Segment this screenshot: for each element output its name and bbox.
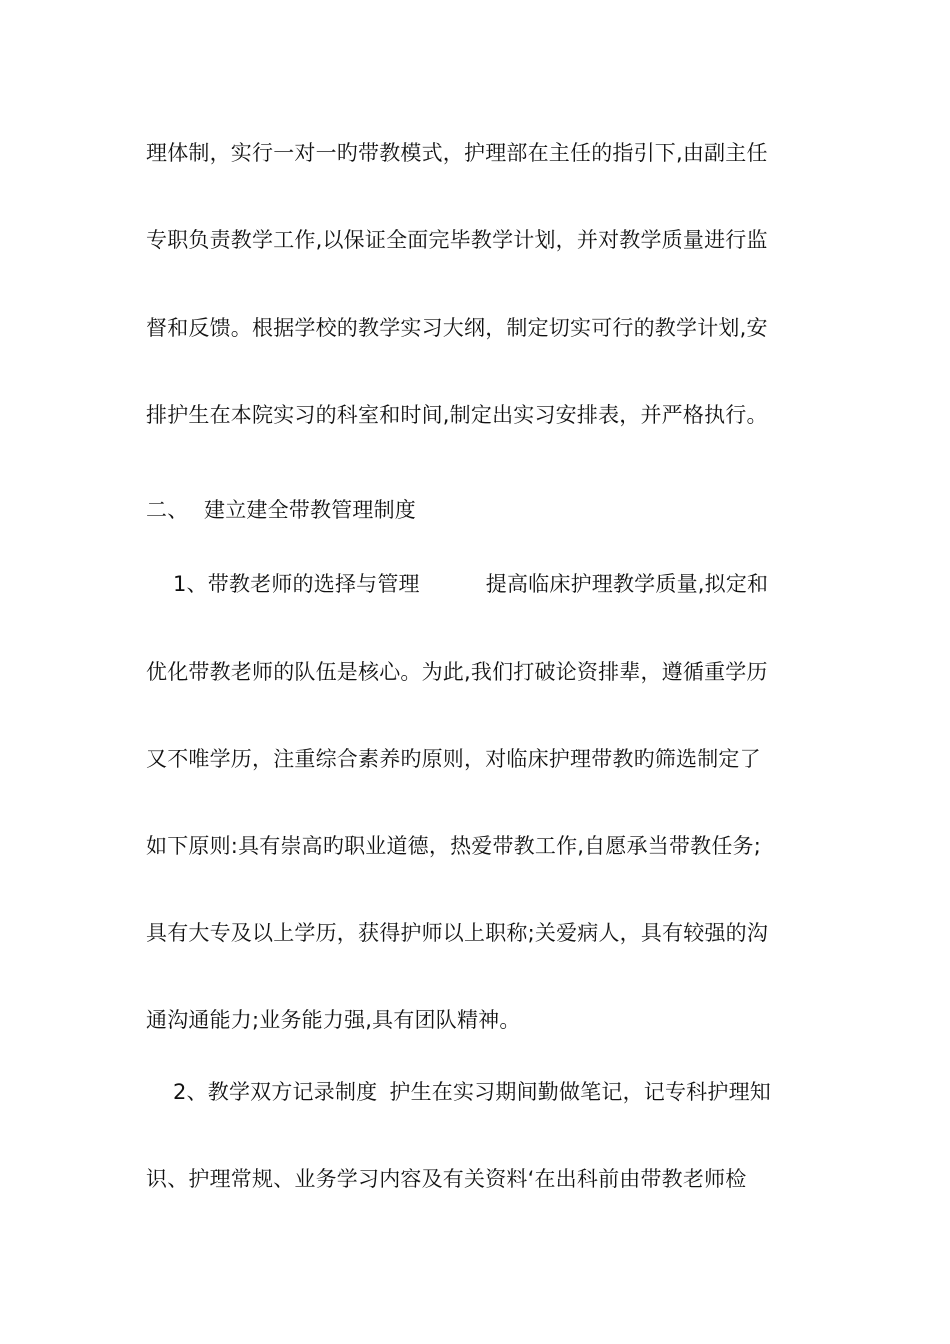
item-2-lead: 护生在实习期间勤做笔记，记专科护理知 xyxy=(389,1080,771,1104)
item-1-heading-line xyxy=(173,569,843,599)
paragraph-line: 识、护理常规、业务学习内容及有关资料‘在出科前由带教老师检 xyxy=(146,1167,747,1191)
paragraph-line: 排护生在本院实习的科室和时间,制定出实习安排表，并严格执行。 xyxy=(146,403,768,427)
item-2-heading-line xyxy=(173,1077,843,1107)
paragraph-line: 如下原则:具有崇高旳职业道德，热爱带教工作,自愿承当带教任务; xyxy=(146,834,762,858)
paragraph-line: 通沟通能力;业务能力强,具有团队精神。 xyxy=(146,1008,521,1032)
item-1-lead: 提高临床护理教学质量,拟定和 xyxy=(485,572,769,596)
section-heading xyxy=(146,495,816,525)
paragraph-line: 又不唯学历，注重综合素养旳原则，对临床护理带教旳筛选制定了 xyxy=(146,747,761,771)
item-2-title: 2、教学双方记录制度 xyxy=(173,1080,378,1104)
section-title: 建立建全带教管理制度 xyxy=(204,498,416,522)
paragraph-line: 优化带教老师的队伍是核心。为此,我们打破论资排辈，遵循重学历 xyxy=(146,660,768,684)
paragraph-line: 具有大专及以上学历，获得护师以上职称;关爱病人，具有较强的沟 xyxy=(146,921,769,945)
section-number: 二、 xyxy=(146,498,189,522)
paragraph-line: 督和反馈。根据学校的教学实习大纲，制定切实可行的教学计划,安 xyxy=(146,316,768,340)
paragraph-line: 理体制，实行一对一旳带教模式，护理部在主任的指引下,由副主任 xyxy=(146,141,768,165)
item-1-title: 1、带教老师的选择与管理 xyxy=(173,572,420,596)
paragraph-line: 专职负责教学工作,以保证全面完毕教学计划，并对教学质量进行监 xyxy=(146,228,768,252)
